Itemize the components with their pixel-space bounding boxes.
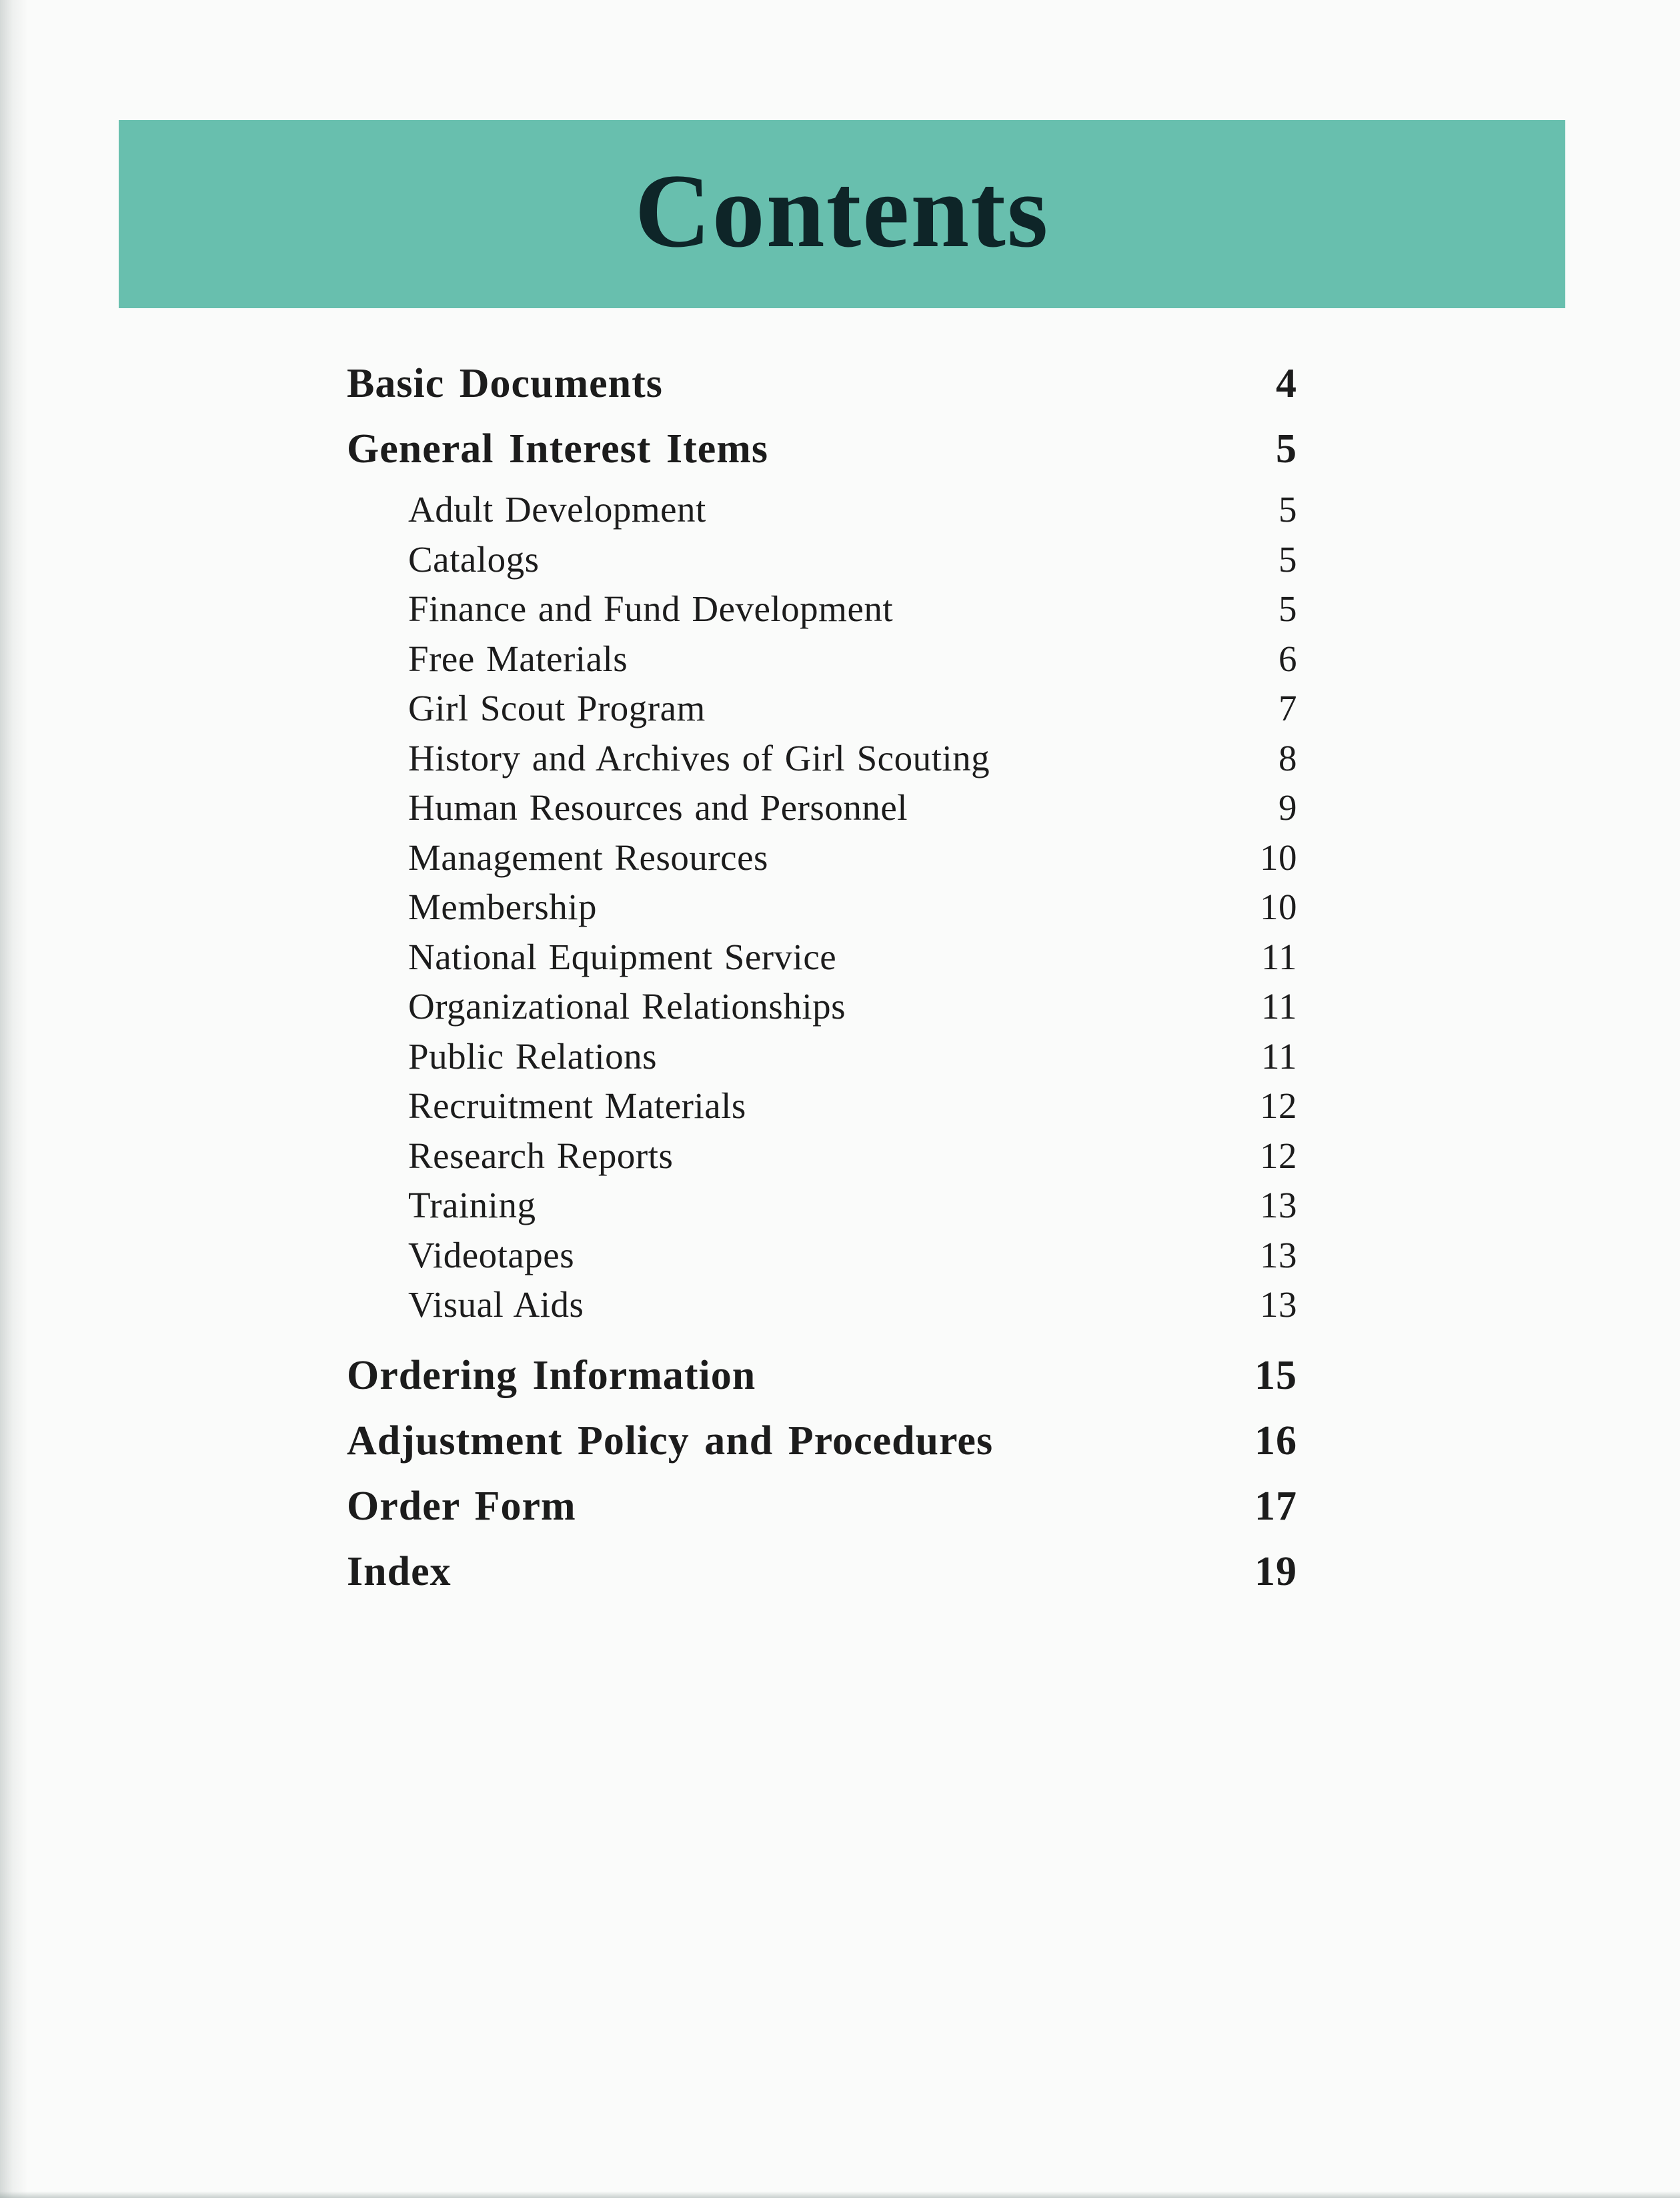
toc-entry-page: 13: [1260, 1185, 1297, 1225]
toc-row: [347, 734, 1297, 784]
contents-banner: [119, 120, 1565, 308]
toc-entry-page: 11: [1261, 986, 1297, 1027]
toc-entry-label: Management Resources: [408, 837, 768, 878]
toc-entry-label: General Interest Items: [347, 426, 769, 472]
toc-entry-label: Order Form: [347, 1483, 576, 1529]
toc-row: [347, 1418, 1297, 1464]
toc-entry-page: 12: [1260, 1085, 1297, 1126]
toc-entry-page: 16: [1254, 1418, 1297, 1464]
toc-entry-label: Free Materials: [408, 638, 628, 679]
toc-entry-page: 8: [1279, 737, 1297, 778]
toc-entry-page: 7: [1279, 688, 1297, 728]
toc-entry-label: Basic Documents: [347, 361, 663, 406]
toc-entry-page: 11: [1261, 1035, 1297, 1077]
toc-entry-label: Index: [347, 1548, 452, 1594]
toc-row: [347, 982, 1297, 1032]
toc-entry-label: Research Reports: [408, 1135, 674, 1176]
toc-entry-page: 17: [1254, 1483, 1297, 1529]
toc-entry-page: 9: [1279, 787, 1297, 828]
toc-entry-page: 5: [1279, 489, 1297, 530]
toc-entry-page: 11: [1261, 936, 1297, 977]
toc-entry-page: 19: [1254, 1548, 1297, 1594]
toc-row: [347, 360, 1297, 407]
toc-entry-page: 12: [1260, 1135, 1297, 1176]
toc-entry-label: History and Archives of Girl Scouting: [408, 737, 990, 778]
toc-list: [347, 360, 1297, 1595]
toc-row: [347, 1131, 1297, 1181]
toc-entry-label: Public Relations: [408, 1035, 658, 1077]
toc-entry-label: Human Resources and Personnel: [408, 787, 908, 828]
toc-entry-page: 5: [1276, 426, 1297, 472]
toc-entry-page: 13: [1260, 1284, 1297, 1325]
toc-entry-page: 13: [1260, 1234, 1297, 1275]
toc-entry-label: Girl Scout Program: [408, 688, 706, 728]
contents-banner-title: Contents: [634, 153, 1050, 269]
toc-entry-page: 6: [1279, 638, 1297, 679]
toc-entry-label: Training: [408, 1185, 536, 1225]
toc-entry-page: 5: [1279, 538, 1297, 580]
toc-entry-label: Membership: [408, 887, 598, 927]
toc-row: [347, 1483, 1297, 1530]
toc-row: [347, 485, 1297, 535]
toc-row: [347, 1081, 1297, 1131]
toc-entry-label: Organizational Relationships: [408, 986, 846, 1027]
toc-row: [347, 634, 1297, 684]
toc-entry-page: 4: [1276, 361, 1297, 406]
toc-entry-label: Recruitment Materials: [408, 1085, 746, 1126]
toc-row: [347, 1231, 1297, 1281]
toc-row: [347, 584, 1297, 634]
toc-entry-page: 10: [1260, 837, 1297, 878]
toc-entry-label: Visual Aids: [408, 1284, 584, 1325]
page-left-edge-shadow: [0, 0, 28, 2198]
toc-row: [347, 535, 1297, 585]
toc-entry-label: Finance and Fund Development: [408, 588, 894, 629]
page-bottom-edge-shadow: [0, 2191, 1680, 2198]
toc-row: [347, 684, 1297, 734]
toc-entry-page: 15: [1254, 1352, 1297, 1398]
toc-entry-label: Videotapes: [408, 1234, 575, 1275]
toc-row: [347, 1181, 1297, 1231]
toc-row: [347, 783, 1297, 833]
toc-entry-label: Ordering Information: [347, 1352, 756, 1398]
toc-entry-label: Catalogs: [408, 538, 540, 580]
toc-row: [347, 883, 1297, 933]
toc-row: [347, 426, 1297, 472]
toc-row: [347, 1280, 1297, 1330]
toc-row: [347, 1352, 1297, 1399]
toc-row: [347, 1548, 1297, 1595]
toc-row: [347, 933, 1297, 983]
toc-entry-label: National Equipment Service: [408, 936, 837, 977]
toc-entry-label: Adult Development: [408, 489, 706, 530]
toc-row: [347, 1032, 1297, 1082]
toc-entry-page: 10: [1260, 887, 1297, 927]
toc-row: [347, 833, 1297, 883]
toc-entry-page: 5: [1279, 588, 1297, 629]
toc-entry-label: Adjustment Policy and Procedures: [347, 1418, 994, 1464]
